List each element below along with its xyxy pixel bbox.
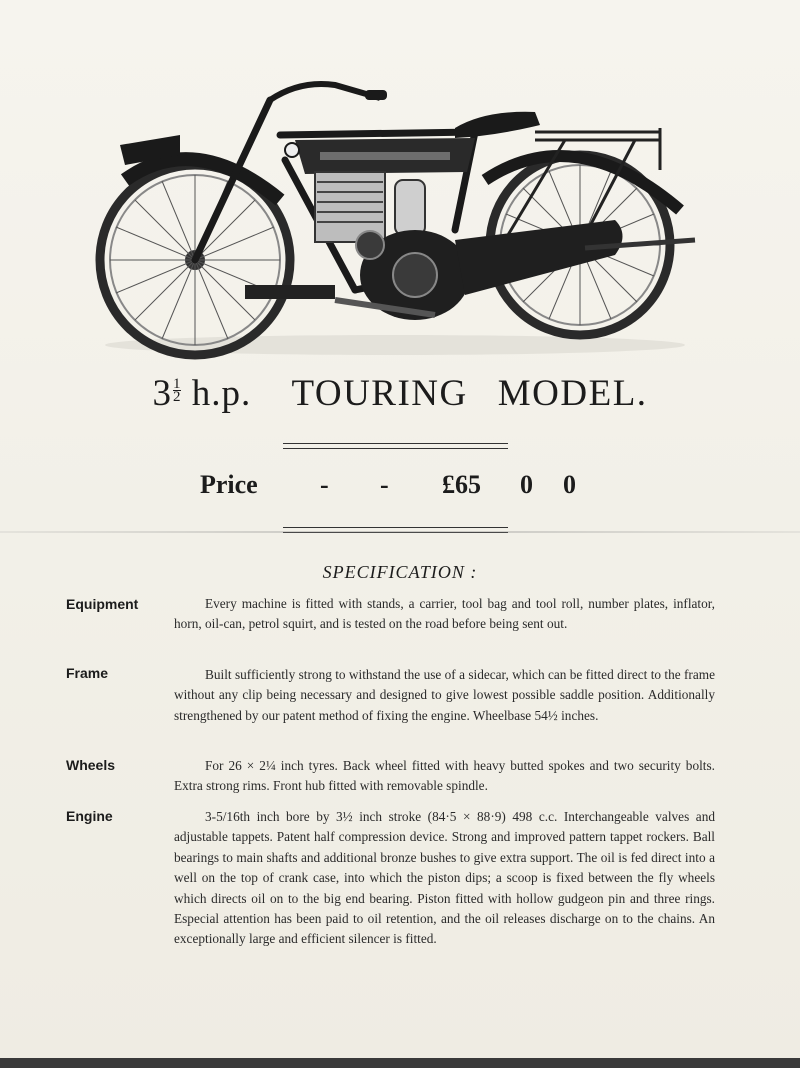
spec-text: For 26 × 2¼ inch tyres. Back wheel fitted with heavy butted spokes and two security bolts. Extra strong rims. Front hub fitted with removable spindle. xyxy=(174,758,715,794)
horsepower xyxy=(152,373,251,414)
spec-text: Built sufficiently strong to withstand the use of a sidecar, which can be fitted direct to the frame without any clip being necessary and designed to give lowest possible saddle position. Additionally strengthened by our patent method of fixing the engine. Wheelbase 54½ inches. xyxy=(174,667,715,723)
specification-heading: SPECIFICATION : xyxy=(322,562,478,582)
hp-unit: h.p. xyxy=(191,373,252,414)
price-dash-1: - xyxy=(320,470,329,499)
spec-text: 3-5/16th inch bore by 3½ inch stroke (84·5 × 88·9) 498 c.c. Interchangeable valves and adjustable tappets. Patent half compression device. Strong and improved pattern tappet rockers. Ball bearings to main shafts and additional bronze bushes to give extra support. The oil is fed direct into a well on the top of crank case, into which the piston dips; a scoop is fixed between the fly wheels which directs oil on to the big end bearing. Piston fitted with hollow gudgeon pin and three rings. Especial attention has been paid to oil retention, and the oil releases discharge on to the chains. An exceptionally large and efficient silencer is fitted. xyxy=(174,809,715,947)
hp-whole: 3 xyxy=(152,373,172,414)
price-label: Price xyxy=(200,470,258,499)
model-name: TOURING xyxy=(291,373,468,414)
price-pence: 0 xyxy=(563,470,576,499)
hp-denominator: 2 xyxy=(172,389,182,405)
price-row xyxy=(0,470,800,506)
hp-numerator: 1 xyxy=(172,376,182,392)
page-fold xyxy=(0,531,800,533)
price-shillings: 0 xyxy=(520,470,533,499)
model-title xyxy=(0,372,800,415)
title-divider xyxy=(283,443,508,449)
spec-label: Equipment xyxy=(66,596,139,612)
spec-text: Every machine is fitted with stands, a carrier, tool bag and tool roll, number plates, inflator, horn, oil-can, petrol squirt, and is tested on the road before being sent out. xyxy=(174,596,715,632)
spec-label: Wheels xyxy=(66,757,116,773)
price-pounds: £65 xyxy=(442,470,481,499)
hp-fraction xyxy=(173,378,182,403)
price-dash-2: - xyxy=(380,470,389,499)
model-word: MODEL. xyxy=(497,373,648,414)
spec-label: Engine xyxy=(66,808,113,824)
page-bottom-edge xyxy=(0,1058,800,1068)
spec-label: Frame xyxy=(66,665,109,681)
motorcycle-illustration xyxy=(95,60,705,360)
